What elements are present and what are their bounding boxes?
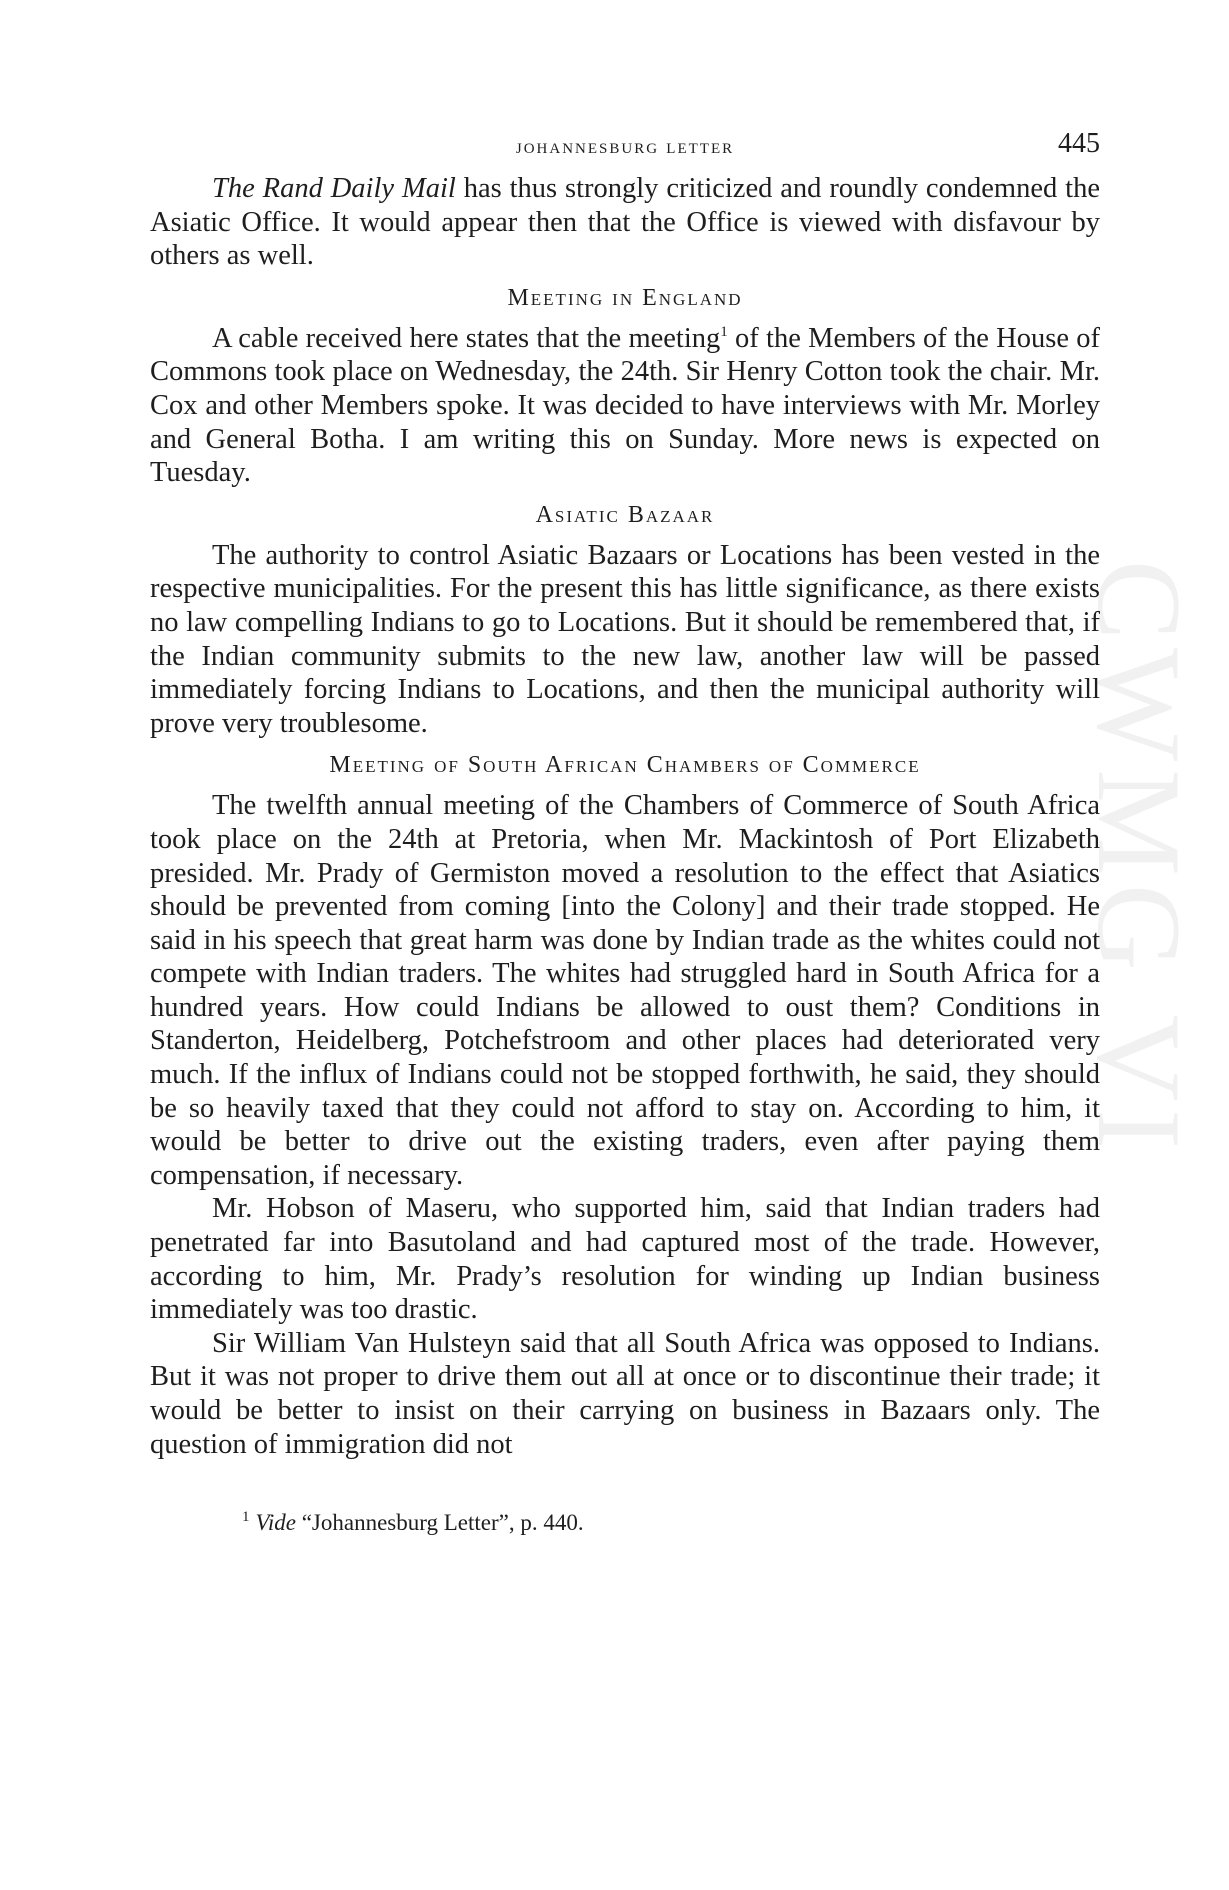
- footnote-number: 1: [242, 1509, 250, 1526]
- footnote-vide: Vide: [255, 1510, 296, 1536]
- opening-paragraph: [150, 172, 1100, 273]
- page-number: 445: [1058, 128, 1100, 159]
- section-heading-asiatic-bazaar: Asiatic Bazaar: [535, 501, 715, 528]
- paragraph-meeting-in-england: [150, 322, 1100, 490]
- watermark: CWMG VI: [1073, 560, 1206, 1158]
- paragraph-van-hulsteyn: Sir William Van Hulsteyn said that all South Africa was opposed to Indians. But it was not proper to drive them out all at once or to discontinue their trade; it would be better to insist on their carrying on business in Bazaars only. The question of immigration did not: [150, 1327, 1100, 1460]
- running-head: [150, 122, 1100, 162]
- paragraph-asiatic-bazaar: The authority to control Asiatic Bazaars or Locations has been vested in the respective municipalities. For the present this has little significance, as there exists no law compelling Indians to go to Locations. But it should be remembered that, if the Indian community submits to the new law, another law will be passed immediately forcing Indians to Locations, and then the municipal authority will prove very troublesome.: [150, 539, 1100, 739]
- page: [150, 122, 1100, 1537]
- paragraph-text: A cable received here states that the meeting: [212, 322, 721, 354]
- newspaper-title: The Rand Daily Mail: [212, 173, 456, 204]
- paragraph-text: of the Members of the House of Commons took place on Wednesday, the 24th. Sir Henry Cotton took the chair. Mr. Cox and other Members spoke. It was decided to have interviews with Mr. Morley and General Botha. I am writing this on Sunday. More news is expected on Tuesday.: [150, 322, 1100, 489]
- paragraph-prady-resolution: The twelfth annual meeting of the Chambers of Commerce of South Africa took place on the 24th at Pretoria, when Mr. Mackintosh of Port Elizabeth presided. Mr. Prady of Germiston moved a resolution to the effect that Asiatics should be prevented from coming [into the Colony] and their trade stopped. He said in his speech that great harm was done by Indian trade as the whites could not compete with Indian traders. The whites had struggled hard in South Africa for a hundred years. How could Indians be allowed to oust them? Conditions in Standerton, Heidelberg, Potchefstroom and other places had deteriorated very much. If the influx of Indians could not be stopped forthwith, he said, they should be so heavily taxed that they could not afford to stay on. According to him, it would be better to drive out the existing traders, even after paying them compensation, if necessary.: [150, 790, 1100, 1191]
- running-title: johannesburg letter: [515, 134, 735, 158]
- footnote-text: “Johannesburg Letter”, p. 440.: [295, 1510, 584, 1536]
- opening-text: has thus strongly criticized and roundly condemned the Asiatic Office. It would appear then that the Office is viewed with disfavour by others as well.: [150, 173, 1100, 272]
- section-heading-meeting-in-england: Meeting in England: [507, 284, 743, 311]
- paragraph-hobson: Mr. Hobson of Maseru, who supported him, said that Indian traders had penetrated far into Basutoland and had captured most of the trade. However, according to him, Mr. Prady’s resolution for winding up Indian business immediately was too drastic.: [150, 1193, 1100, 1326]
- footnote-reference: 1: [720, 323, 728, 340]
- section-heading-chambers-of-commerce: Meeting of South African Chambers of Commerce: [329, 752, 921, 779]
- footnote: [150, 1503, 1100, 1537]
